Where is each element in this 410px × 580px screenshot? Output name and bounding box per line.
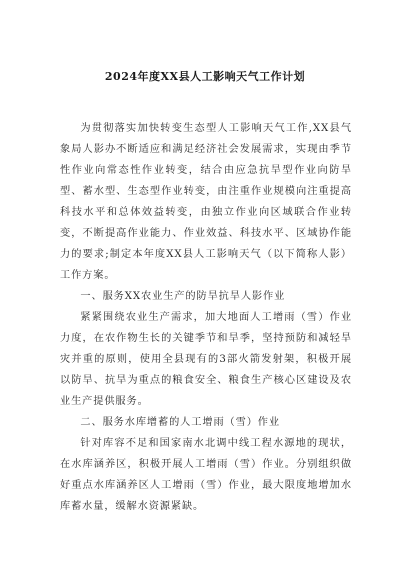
section-2-heading: 二、服务水库增蓄的人工增雨（雪）作业 bbox=[80, 417, 280, 428]
section-1-heading: 一、服务XX农业生产的防旱抗旱人影作业 bbox=[80, 291, 286, 302]
document-body bbox=[60, 118, 352, 517]
section-1-paragraph: 紧紧围绕农业生产需求，加大地面人工增雨（雪）作业力度，在农作物生长的关键季节和旱季，坚持预防和减轻旱灾并重的原则，使用全县现有的3部火箭发射架，积极开展以防旱、抗旱为重点的粮食安全、粮食生产核心区建设及农业生产提供服务。 bbox=[60, 312, 352, 407]
section-2-paragraph: 针对库容不足和国家南水北调中线工程水源地的现状，在水库涵养区，积极开展人工增雨（雪）作业。分别组织做好重点水库涵养区人工增雨（雪）作业，最大限度地增加水库蓄水量，缓解水资源紧缺。 bbox=[60, 438, 352, 512]
intro-paragraph: 为贯彻落实加快转变生态型人工影响天气工作,XX县气象局人影办不断适应和满足经济社会发展需求，实现由季节性作业向常态性作业转变，结合由应急抗旱型作业向防旱型、蓄水型、生态型作业转变，由注重作业规模向注重提高科技水平和总体效益转变，由独立作业向区域联合作业转变，不断提高作业能力、作业效益、科技水平、区域协作能力的要求;制定本年度XX县人工影响天气（以下简称人影）工作方案。 bbox=[60, 123, 352, 281]
document-title: 2024年度XX县人工影响天气工作计划 bbox=[104, 70, 306, 83]
